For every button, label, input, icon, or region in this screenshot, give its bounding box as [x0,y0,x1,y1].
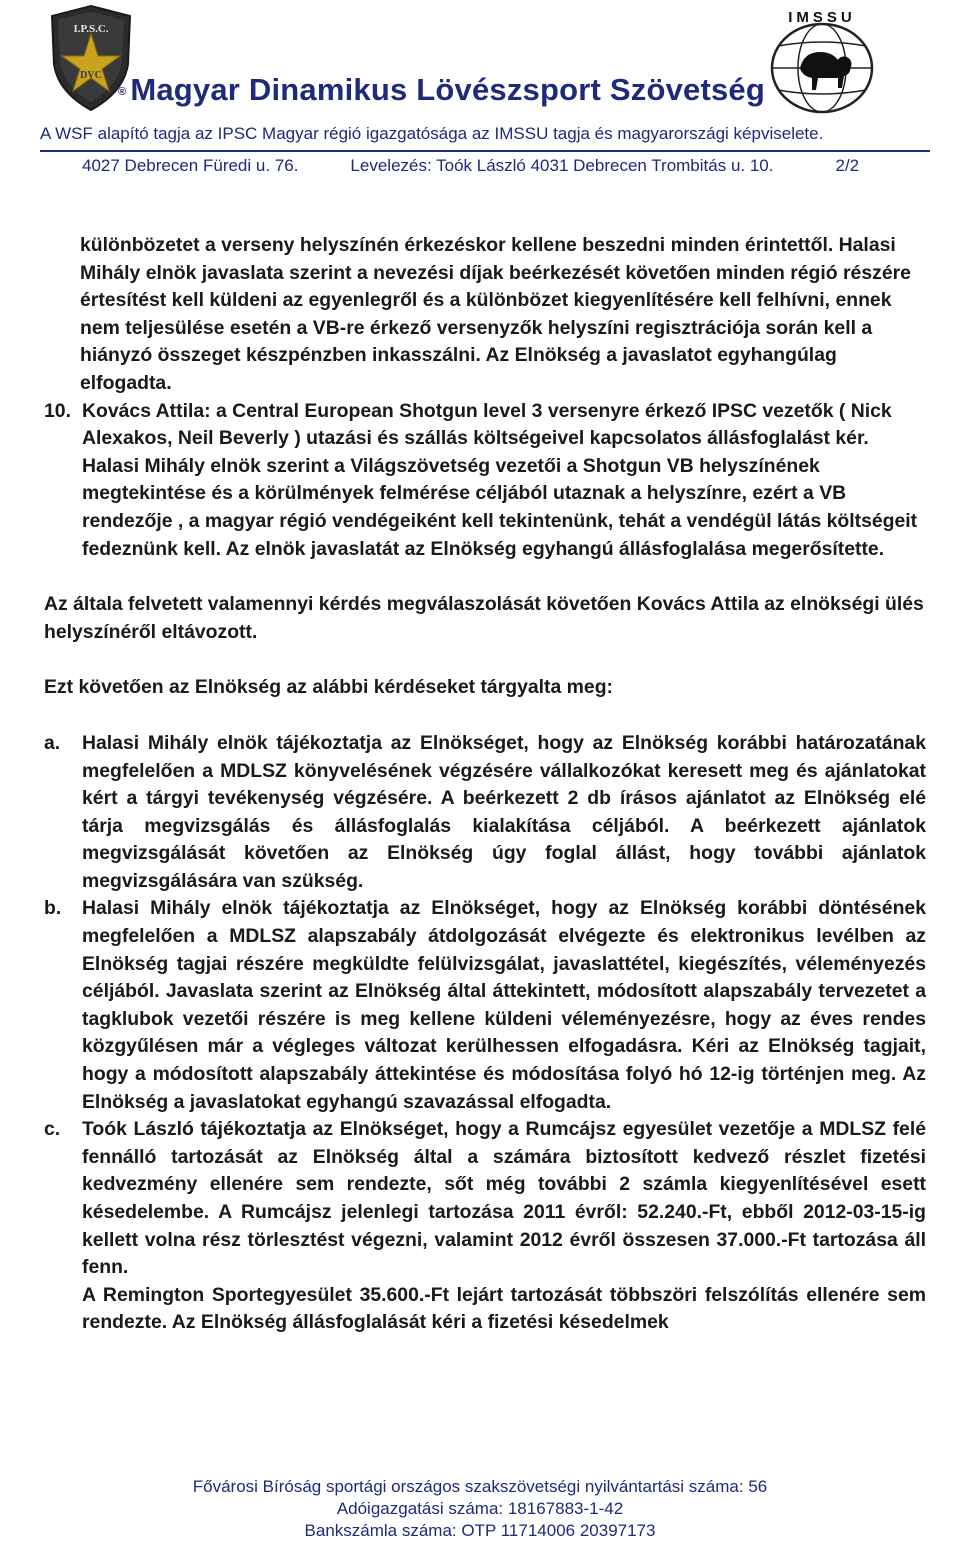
item-text: Kovács Attila: a Central European Shotgun level 3 versenyre érkező IPSC vezetők ( Nick Alexakos, Neil Beverly ) utazási és szállás költségeivel kapcsolatos állásfoglalást kér. Halasi Mihály elnök szerint a Világszövetség vezetői a Shotgun VB helyszínének megtekintése és a körülmények felmérése céljából utaznak a helyszínre, ezért a VB rendezője , a magyar régió vendégeiként kell tekintenünk, tehát a vendégül látás költségeit fedeznünk kell. Az elnök javaslatát az Elnökség egyhangú állásfoglalása megerősítette. [82,399,918,560]
list-item-b [44,895,926,1116]
item-text: Halasi Mihály elnök tájékoztatja az Elnökséget, hogy az Elnökség korábbi döntésének megfelelően a MDLSZ alapszabály átdolgozását elvégezte és elektronikus levélben az Elnökség tagjai részére megküldte felülvizsgálat, javaslattétel, kiegészítés, véleményezés céljából. Javaslata szerint az Elnökség által áttekintett, módosított alapszabály tervezetet a tagklubok vezetői részére is meg kellene küldeni véleményezésre, hogy az éves rendes közgyűlésen már a végleges változat kerülhessen elfogadásra. Kéri az Elnökség tagjait, hogy a módosított alapszabály áttekintése és módosítása folyó hó 12-ig történjen meg. Az Elnökség a javaslatokat egyhangú szavazással elfogadta. [82,897,926,1113]
header-divider [40,150,930,152]
item-number: 10. [44,399,71,422]
item-label: b. [44,897,62,920]
page-number: 2/2 [835,156,860,175]
organization-subtitle: A WSF alapító tagja az IPSC Magyar régió igazgatósága az IMSSU tagja és magyarországi képviselete. [40,124,824,143]
letterhead [0,0,960,200]
organization-address-line [82,156,859,176]
item-label: c. [44,1118,61,1141]
agenda-intro: Ezt követően az Elnökség az alábbi kérdéseket tárgyalta meg: [44,676,614,699]
organization-name: Magyar Dinamikus Lövészsport Szövetség [130,72,765,107]
item-text: Toók László tájékoztatja az Elnökséget, hogy a Rumcájsz egyesület vezetője a MDLSZ felé fennálló tartozását az Elnökség által a számára biztosított kedvező részlet fizetési kedvezmény ellenére sem rendezte, sőt még további 2 számla kiegyenlítésével esett késedelembe. A Rumcájsz jelenlegi tartozása 2011 évről: 52.240.-Ft, ebből 2012-03-15-ig kellett volna rész törlesztést végezni, valamint 2012 évről összesen 37.000.-Ft tartozása áll fenn. [82,1118,926,1279]
bank-account: Bankszámla száma: OTP 11714006 20397173 [304,1521,656,1540]
organization-title [118,72,765,108]
imssu-ram-globe-logo-icon [760,4,884,118]
list-item-c [44,1116,926,1337]
departure-paragraph: Az általa felvetett valamennyi kérdés megválaszolását követően Kovács Attila az elnökségi ülés helyszínéről eltávozott. [44,593,924,643]
item-label: a. [44,731,61,754]
item-10 [44,398,926,564]
document-body [44,232,926,1337]
registry-number: Fővárosi Bíróság sportági országos szakszövetségi nyilvántartási száma: 56 [192,1477,768,1496]
logo-text-bottom: DVC [80,70,102,81]
tax-number: Adóigazgatási száma: 18167883-1-42 [336,1499,624,1518]
mailing-address: Levelezés: Toók László 4031 Debrecen Trombitás u. 10. [350,156,774,175]
continuation-paragraph: különbözetet a verseny helyszínén érkezéskor kellene beszedni minden érintettől. Halasi Mihály elnök javaslata szerint a nevezési díjak beérkezését követően minden régió részére értesítést kell küldeni az egyenlegről és a különbözet kiegyenlítésére kell felhívni, ennek nem teljesülése esetén a VB-re érkező versenyzők helyszíni regisztrációja során kell a hiányzó összeget készpénzben inkasszálni. Az Elnökség a javaslatot egyhangúlag elfogadta. [80,234,911,394]
letterhead-footer [0,1476,960,1542]
item-text: Halasi Mihály elnök tájékoztatja az Elnökséget, hogy az Elnökség korábbi határozatának megfelelően a MDLSZ könyvelésének végzésére vállalkozókat keresett meg és ajánlatokat kért a tárgyi tevékenység végzésére. A beérkezett 2 db írásos ajánlatot az Elnökség elé tárja megvizsgálás és állásfoglalás kialakítása céljából. A beérkezett ajánlatok megvizsgálását követően az Elnökség úgy foglal állást, hogy további ajánlatok megvizsgálására van szükség. [82,731,926,892]
registered-mark: ® [118,85,127,98]
logo-text-top: I.P.S.C. [73,23,109,35]
address: 4027 Debrecen Füredi u. 76. [82,156,299,175]
item-text-continued: A Remington Sportegyesület 35.600.-Ft lejárt tartozását többszöri felszólítás ellenére sem rendezte. Az Elnökség állásfoglalását kéri a fizetési késedelmek [82,1283,926,1334]
list-item-a [44,730,926,896]
imssu-logo-text: IMSSU [788,9,856,26]
